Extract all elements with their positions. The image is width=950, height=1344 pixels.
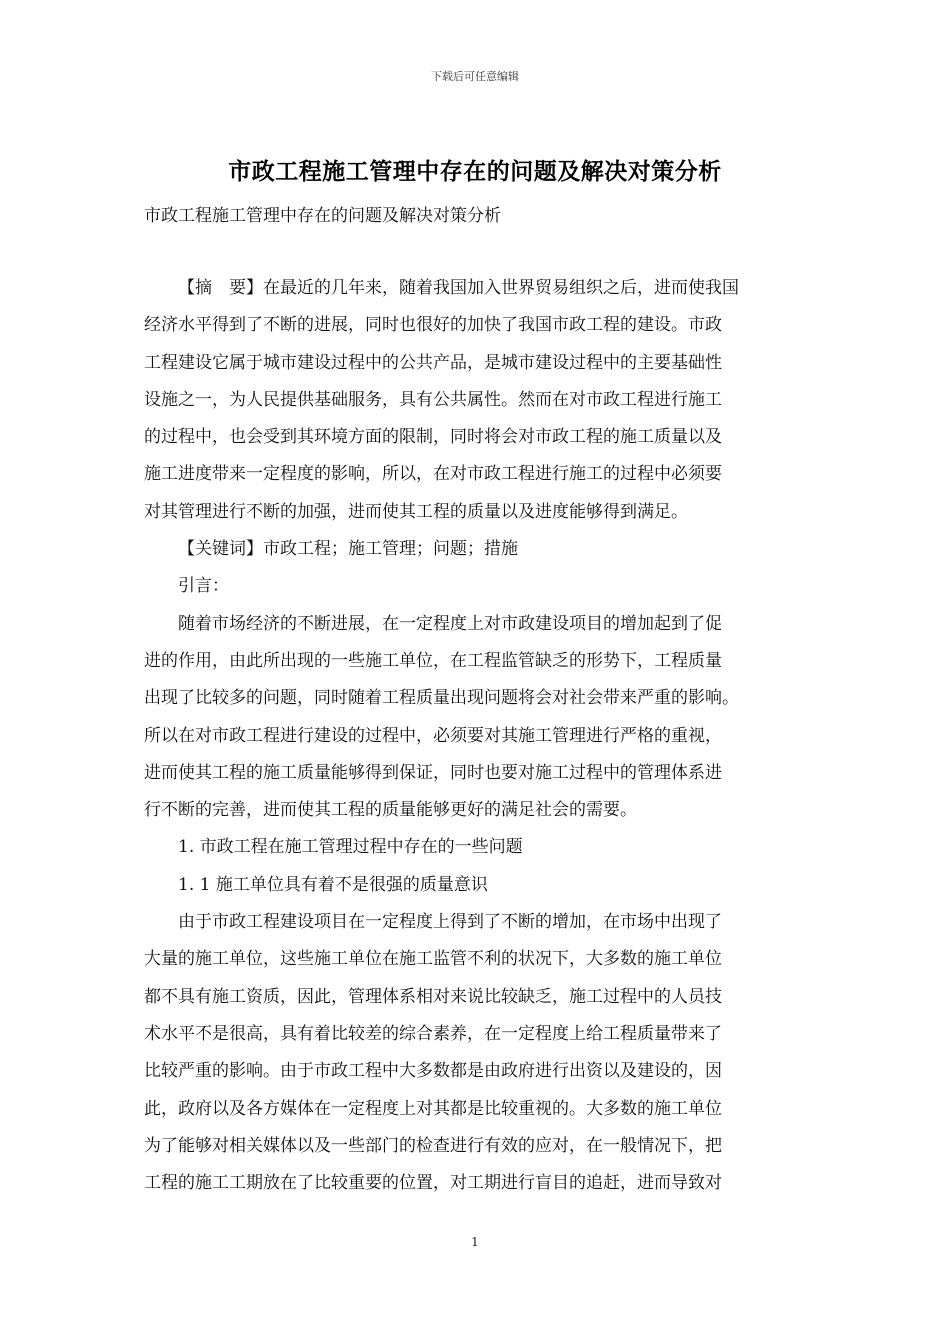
text-line: 由于市政工程建设项目在一定程度上得到了不断的增加，在市场中出现了	[178, 912, 722, 933]
text-line: 进的作用，由此所出现的一些施工单位，在工程监管缺乏的形势下，工程质量	[144, 650, 722, 671]
text-line: 行不断的完善，进而使其工程的质量能够更好的满足社会的需要。	[144, 800, 637, 821]
text-line: 1. 市政工程在施工管理过程中存在的一些问题	[178, 837, 523, 858]
page-header: 下载后可任意编辑	[431, 70, 519, 83]
keywords-paragraph	[144, 531, 814, 568]
text-line: 术水平不是很高，具有着比较差的综合素养，在一定程度上给工程质量带来了	[144, 1023, 722, 1044]
intro-paragraph	[144, 606, 814, 643]
text-line: 所以在对市政工程进行建设的过程中，必须要对其施工管理进行严格的重视，	[144, 725, 722, 746]
text-line: 1. 1 施工单位具有着不是很强的质量意识	[178, 874, 488, 895]
text-line: 比较严重的影响。由于市政工程中大多数都是由政府进行出资以及建设的，因	[144, 1061, 722, 1082]
text-line: 的过程中，也会受到其环境方面的限制，同时将会对市政工程的施工质量以及	[144, 427, 722, 448]
subsection-heading	[144, 867, 814, 904]
document-subtitle: 市政工程施工管理中存在的问题及解决对策分析	[144, 206, 501, 226]
text-line: 经济水平得到了不断的进展，同时也很好的加快了我国市政工程的建设。市政	[144, 315, 722, 336]
section-heading	[144, 829, 814, 866]
text-line: 引言：	[178, 576, 229, 597]
text-line: 进而使其工程的施工质量能够得到保证，同时也要对施工过程中的管理体系进	[144, 762, 722, 783]
text-line: 工程建设它属于城市建设过程中的公共产品，是城市建设过程中的主要基础性	[144, 352, 722, 373]
text-line: 对其管理进行不断的加强，进而使其工程的质量以及进度能够得到满足。	[144, 501, 688, 522]
document-body	[144, 270, 814, 1202]
text-line: 工程的施工工期放在了比较重要的位置，对工期进行盲目的追赶，进而导致对	[144, 1173, 722, 1194]
text-line: 施工进度带来一定程度的影响，所以，在对市政工程进行施工的过程中必须要	[144, 464, 722, 485]
text-line: 设施之一，为人民提供基础服务，具有公共属性。然而在对市政工程进行施工	[144, 389, 722, 410]
document-title: 市政工程施工管理中存在的问题及解决对策分析	[228, 158, 722, 185]
text-line: 【关键词】市政工程；施工管理；问题；措施	[178, 539, 518, 560]
text-line: 大量的施工单位，这些施工单位在施工监管不利的状况下，大多数的施工单位	[144, 949, 722, 970]
abstract-paragraph	[144, 270, 814, 307]
page-number: 1	[471, 1235, 479, 1249]
text-line: 【摘 要】在最近的几年来，随着我国加入世界贸易组织之后，进而使我国	[178, 278, 739, 298]
text-line: 此，政府以及各方媒体在一定程度上对其都是比较重视的。大多数的施工单位	[144, 1098, 722, 1119]
intro-heading	[144, 568, 814, 605]
text-line: 为了能够对相关媒体以及一些部门的检查进行有效的应对，在一般情况下，把	[144, 1135, 722, 1156]
text-line: 出现了比较多的问题，同时随着工程质量出现问题将会对社会带来严重的影响。	[144, 688, 739, 709]
text-line: 都不具有施工资质，因此，管理体系相对来说比较缺乏，施工过程中的人员技	[144, 986, 722, 1007]
section-paragraph	[144, 904, 814, 941]
text-line: 随着市场经济的不断进展，在一定程度上对市政建设项目的增加起到了促	[178, 613, 722, 634]
